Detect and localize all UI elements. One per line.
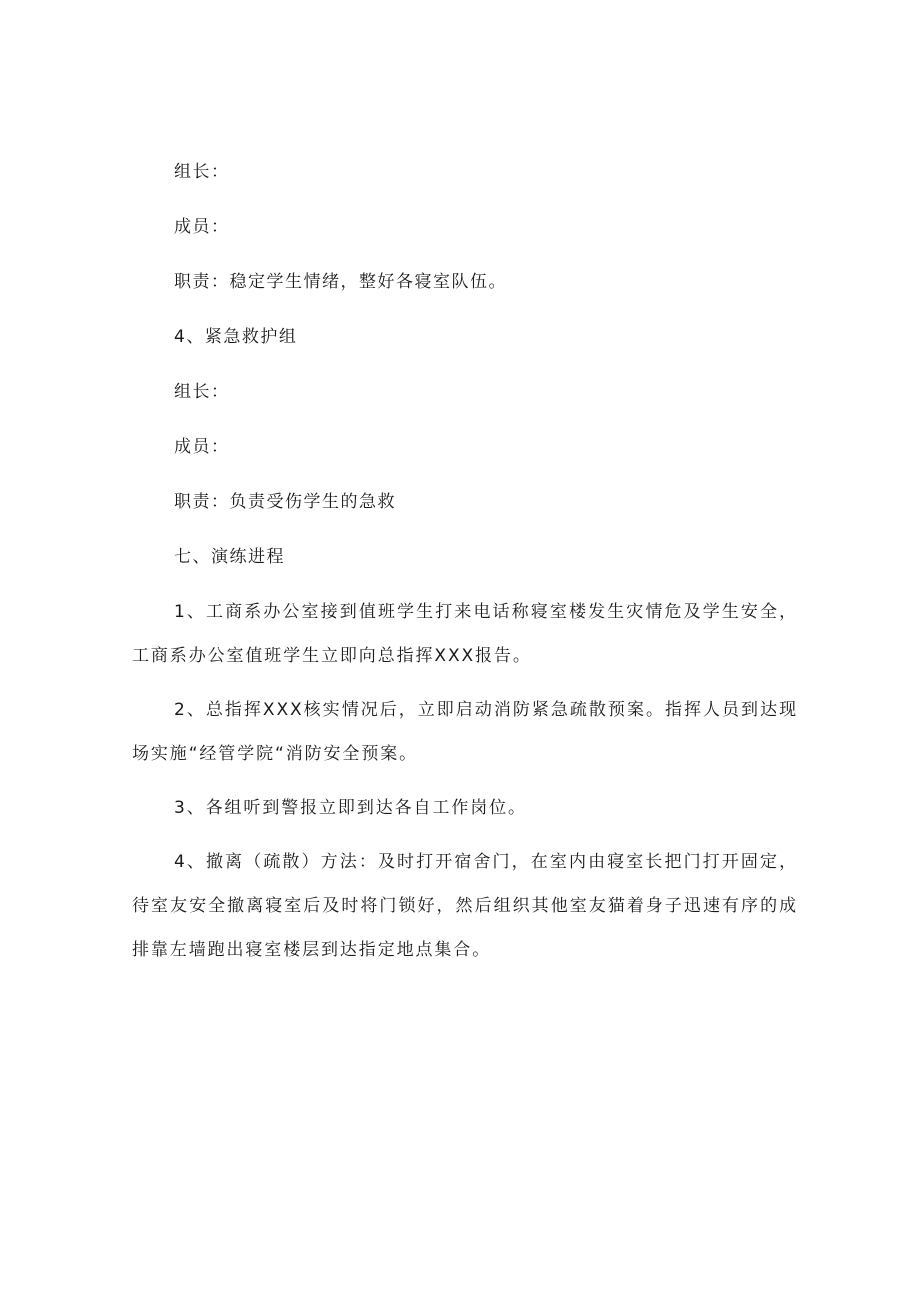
drill-step-4: 4、撤离（疏散）方法：及时打开宿舍门，在室内由寝室长把门打开固定，待室友安全撤离寝室后及时将门锁好，然后组织其他室友猫着身子迅速有序的成排靠左墙跑出寝室楼层到达指定地点集合。: [132, 852, 798, 960]
leader-label-2: 组长：: [174, 382, 230, 402]
duty-text-2: 职责：负责受伤学生的急救: [174, 492, 396, 512]
section-heading-drill-process: 七、演练进程: [174, 547, 285, 567]
section-heading-first-aid: 4、紧急救护组: [174, 327, 298, 347]
duty-text-1: 职责：稳定学生情绪，整好各寝室队伍。: [174, 272, 507, 292]
member-label-2: 成员：: [174, 437, 230, 457]
drill-step-2: 2、总指挥XXX核实情况后，立即启动消防紧急疏散预案。指挥人员到达现场实施“经管学院“消防安全预案。: [132, 700, 798, 764]
drill-step-3: 3、各组听到警报立即到达各自工作岗位。: [174, 798, 527, 818]
drill-step-1: 1、工商系办公室接到值班学生打来电话称寝室楼发生灾情危及学生安全，工商系办公室值班学生立即向总指挥XXX报告。: [132, 602, 798, 666]
document-body: [132, 155, 798, 972]
leader-label-1: 组长：: [174, 162, 230, 182]
member-label-1: 成员：: [174, 217, 230, 237]
